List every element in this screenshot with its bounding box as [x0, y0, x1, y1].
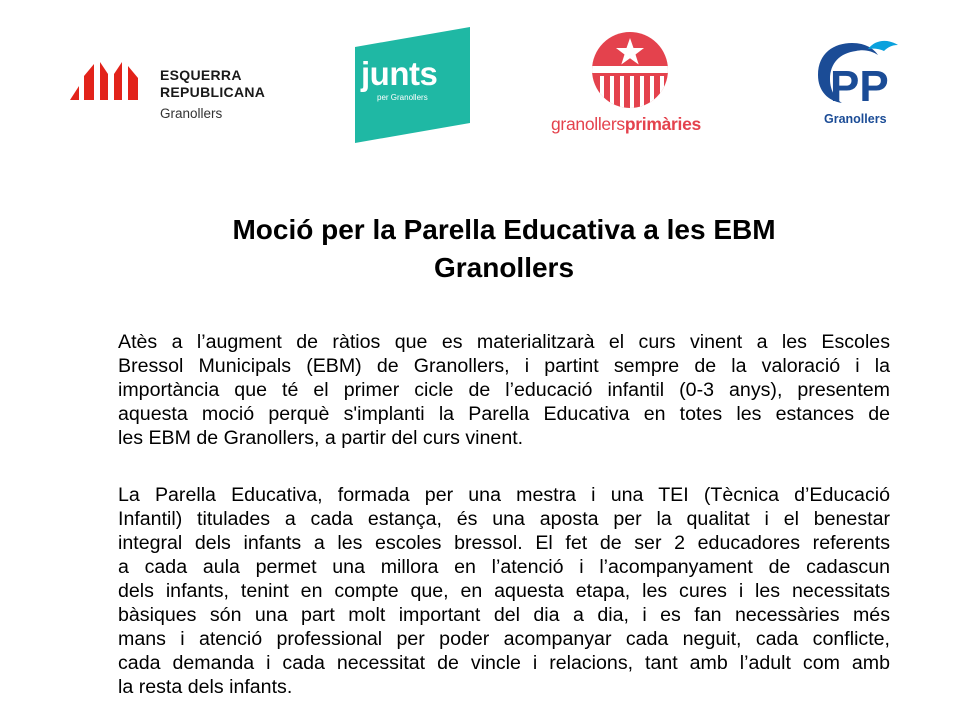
paragraph-line: dels infants, tenint en compte que, en aquesta etapa, les cures i les necessitats	[118, 580, 890, 602]
paragraph-line: importància que té el primer cicle de l’educació infantil (0-3 anys), presentem	[118, 379, 890, 401]
paragraph-line: Atès a l’augment de ràtios que es materialitzarà el curs vinent a les Escoles	[118, 331, 890, 353]
paragraph-line: aquesta moció perquè s'implanti la Parella Educativa en totes les estances de	[118, 403, 890, 425]
junts-name: junts	[361, 55, 438, 92]
paragraph-line: la resta dels infants.	[118, 676, 293, 698]
paragraph-line: Infantil) titulades a cada estança, és una aposta per la qualitat i el benestar	[118, 508, 890, 530]
junts-logo	[355, 27, 470, 143]
document-title	[120, 211, 888, 287]
title-line-1: Moció per la Parella Educativa a les EBM	[232, 214, 776, 245]
paragraph-line: integral dels infants a les escoles bressol. El fet de ser 2 educadores referents	[118, 532, 890, 554]
erc-logo	[70, 60, 285, 130]
title-line-2: Granollers	[433, 252, 575, 283]
paragraph-line: cada demanda i cada necessitat de vincle i relacions, tant amb l’adult com amb	[118, 652, 890, 674]
primaries-text-bold: primàries	[624, 114, 701, 134]
pp-logo	[808, 35, 902, 135]
primaries-emblem-icon	[590, 30, 670, 110]
pp-seagull-icon	[808, 35, 902, 113]
primaries-wordmark	[551, 113, 701, 135]
primaries-text-light: granollers	[551, 114, 625, 134]
erc-city: Granollers	[160, 106, 223, 121]
erc-name-line1: ESQUERRA	[160, 67, 242, 83]
paragraph-line: bàsiques són una part molt important del dia a dia, i es fan necessàries més	[118, 604, 890, 626]
paragraph-line: mans i atenció professional per poder acompanyar cada neguit, cada conflicte,	[118, 628, 890, 650]
paragraph-2	[118, 483, 890, 699]
erc-name-line2: REPUBLICANA	[160, 84, 266, 100]
junts-subtitle: per Granollers	[377, 93, 428, 102]
paragraph-line: a cada aula permet una millora en l’atenció i l’acompanyament de cadascun	[118, 556, 890, 578]
pp-city: Granollers	[824, 112, 887, 126]
paragraph-line: La Parella Educativa, formada per una mestra i una TEI (Tècnica d’Educació	[118, 484, 890, 506]
paragraph-1	[118, 330, 890, 450]
paragraph-line: les EBM de Granollers, a partir del curs vinent.	[118, 427, 524, 449]
primaries-logo	[550, 30, 720, 140]
erc-flag-icon	[70, 60, 150, 105]
paragraph-line: Bressol Municipals (EBM) de Granollers, i partint sempre de la valoració i la	[118, 355, 890, 377]
pp-mark-text: PP	[830, 62, 889, 111]
